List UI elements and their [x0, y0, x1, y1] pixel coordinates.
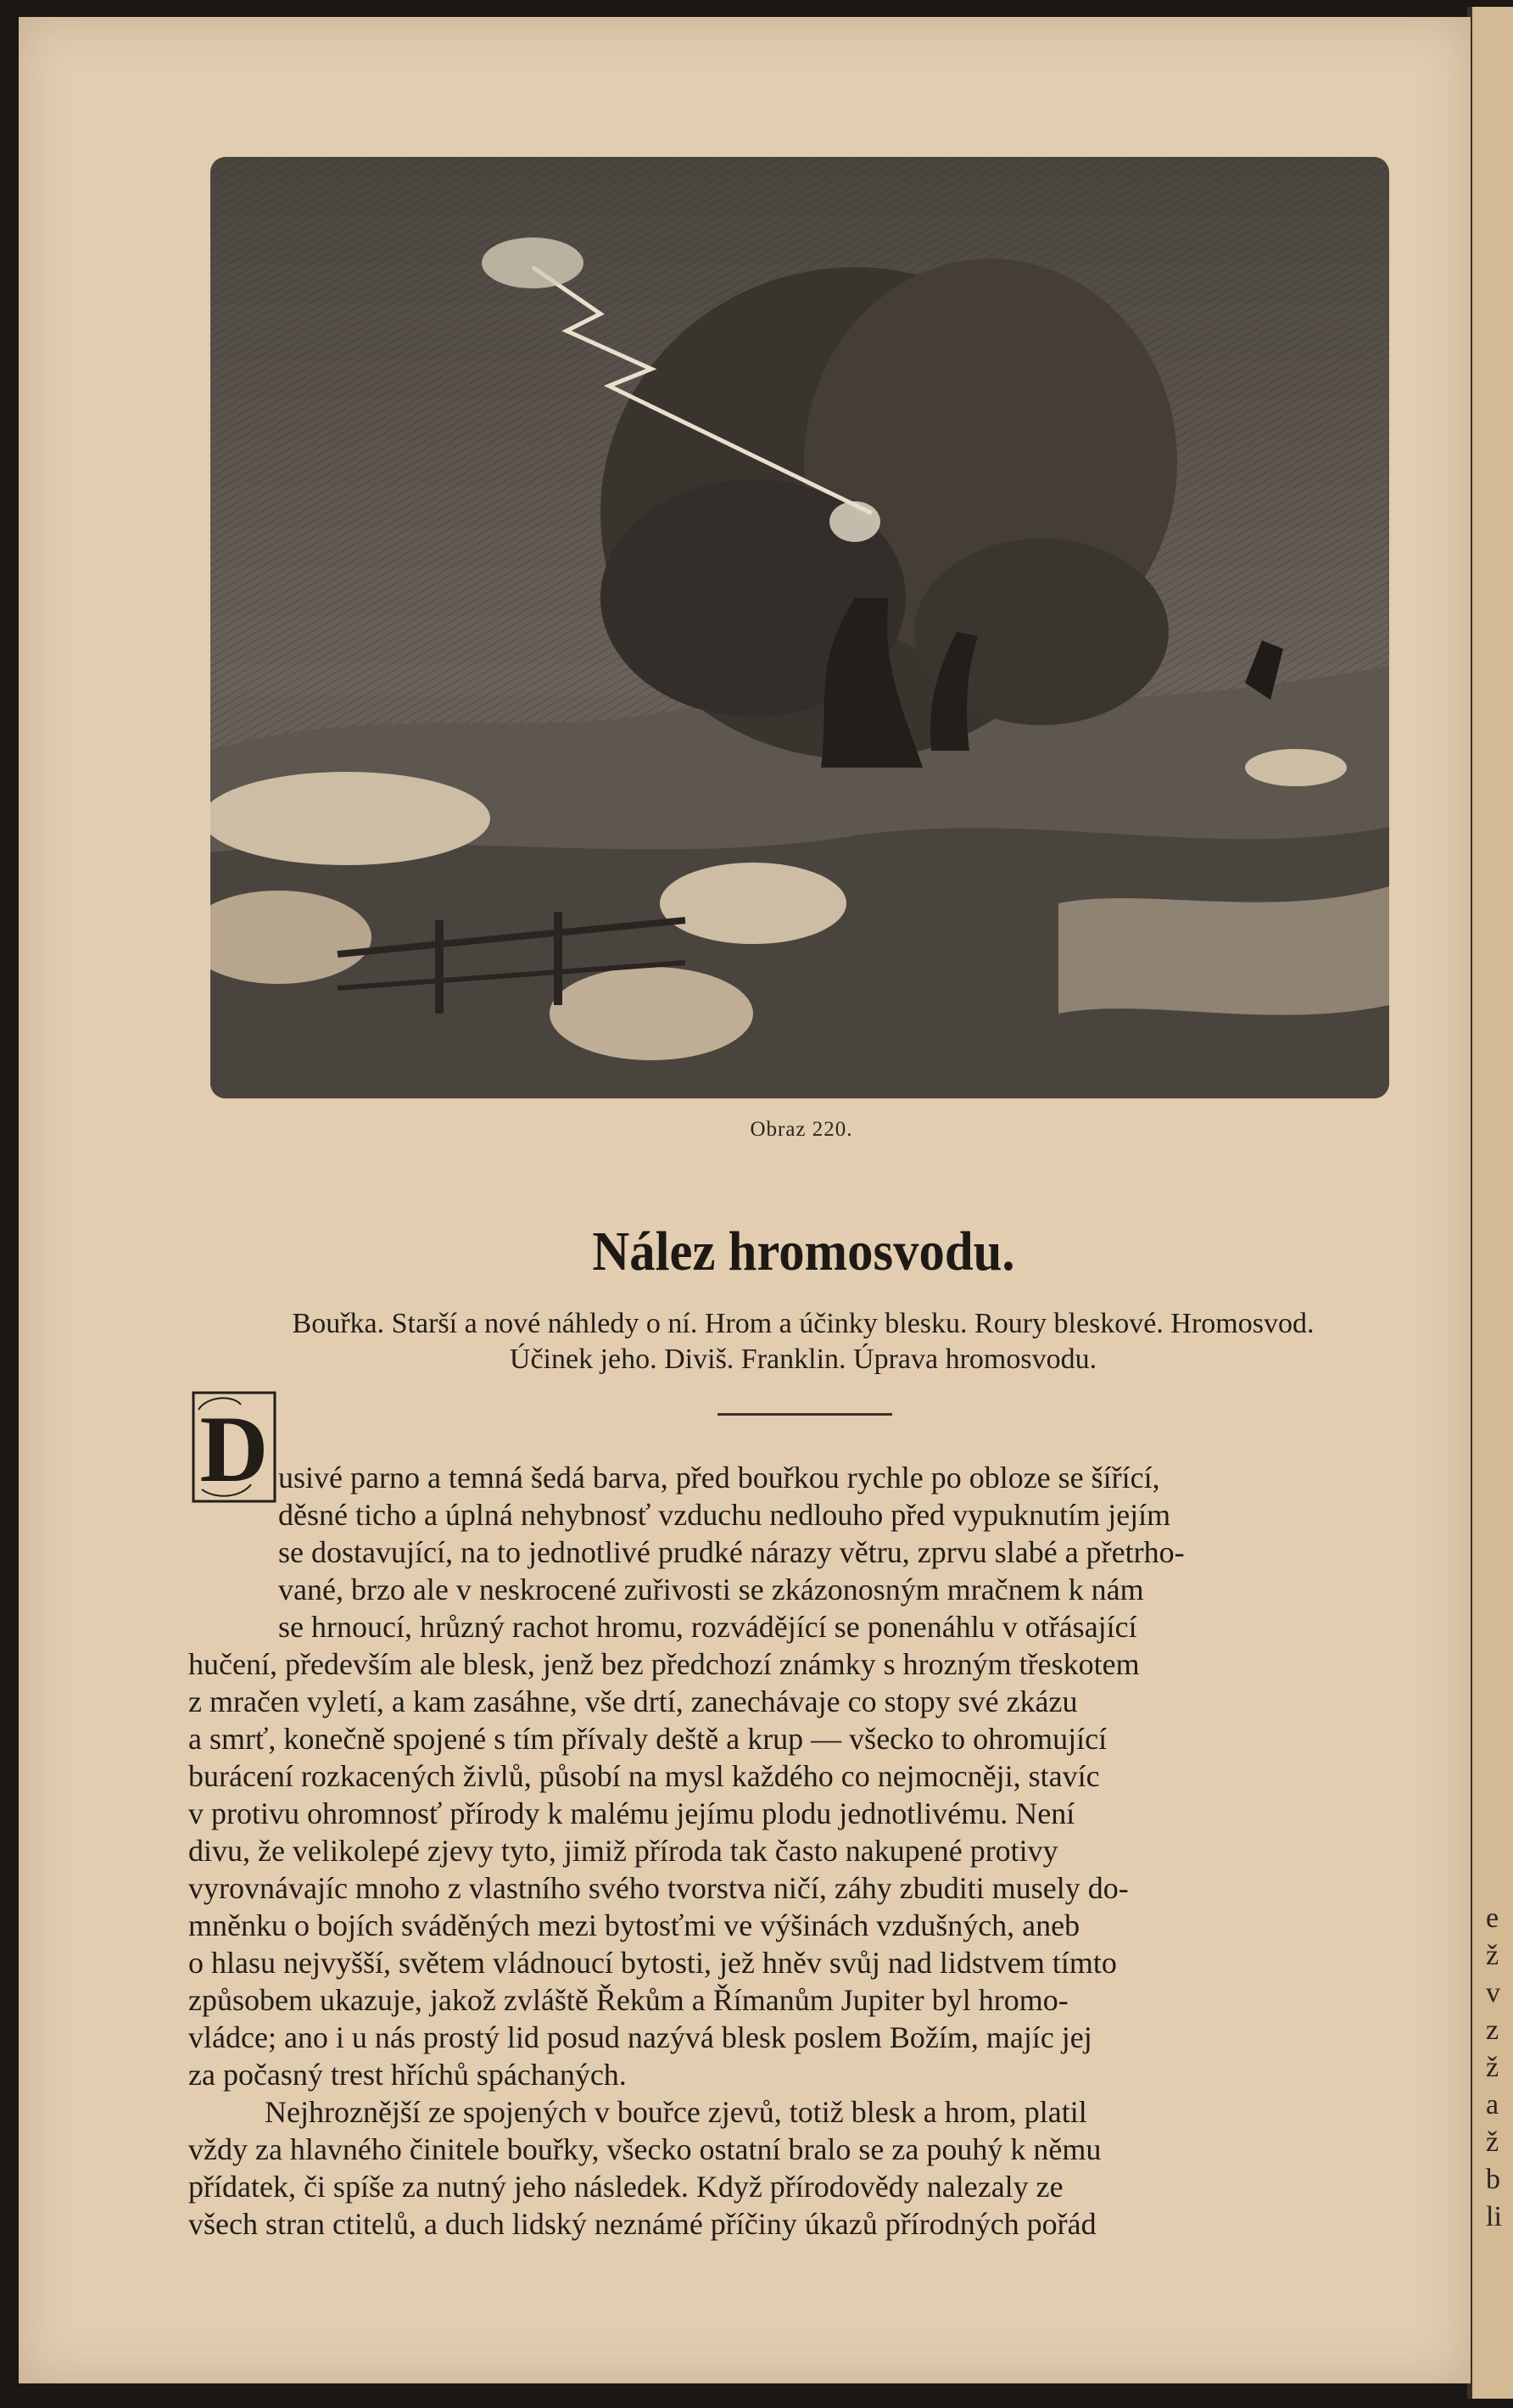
adjacent-page-letter: li: [1486, 2201, 1502, 2232]
body-line: mněnku o bojích sváděných mezi bytosťmi ve výšinách vzdušných, aneb: [188, 1908, 1080, 1942]
adjacent-page-letters: [1486, 1900, 1502, 2236]
adjacent-page-letter: ž: [1486, 2126, 1499, 2158]
drop-cap: [190, 1389, 278, 1505]
divider-rule: [717, 1413, 892, 1416]
figure-caption: Obraz 220.: [750, 1118, 853, 1141]
body-line: Nejhroznější ze spojených v bouřce zjevů, totiž blesk a hrom, platil: [265, 2095, 1087, 2129]
body-line: všech stran ctitelů, a duch lidský neznámé příčiny úkazů přírodných pořád: [188, 2207, 1097, 2241]
body-line: se dostavující, na to jednotlivé prudké nárazy větru, zprvu slabé a přetrho-: [278, 1535, 1185, 1569]
body-line: vyrovnávajíc mnoho z vlastního svého tvorstva ničí, záhy zbuditi musely do-: [188, 1871, 1129, 1905]
body-line: způsobem ukazuje, jakož zvláště Řekům a Římanům Jupiter byl hromo-: [188, 1983, 1069, 2017]
body-line: vždy za hlavného činitele bouřky, všecko ostatní bralo se za pouhý k němu: [188, 2132, 1102, 2166]
drop-cap-letter: D: [199, 1397, 269, 1502]
body-line: o hlasu nejvyšší, světem vládnoucí bytosti, jež hněv svůj nad lidstvem tímto: [188, 1946, 1117, 1980]
summary-line: Bouřka. Starší a nové náhledy o ní. Hrom a účinky blesku. Roury bleskové. Hromosvod.: [292, 1308, 1315, 1339]
body-line: z mračen vyletí, a kam zasáhne, vše drtí, zanechávaje co stopy své zkázu: [188, 1684, 1078, 1718]
body-line: za počasný trest hříchů spáchaných.: [188, 2058, 627, 2092]
body-line: přídatek, či spíše za nutný jeho následek. Když přírodovědy nalezaly ze: [188, 2170, 1064, 2204]
adjacent-page-letter: ž: [1486, 1940, 1499, 1971]
storm-engraving: [210, 157, 1389, 1098]
body-line: burácení rozkacených živlů, působí na mysl každého co nejmocněji, stavíc: [188, 1759, 1100, 1793]
summary-line: Účinek jeho. Diviš. Franklin. Úprava hromosvodu.: [509, 1344, 1097, 1375]
adjacent-page-letter: e: [1486, 1902, 1499, 1934]
adjacent-page-letter: v: [1486, 1977, 1500, 2009]
article-title: Nález hromosvodu.: [592, 1221, 1015, 1282]
body-line: usivé parno a temná šedá barva, před bouřkou rychle po obloze se šířící,: [278, 1461, 1160, 1495]
adjacent-page-letter: ž: [1486, 2052, 1499, 2083]
storm-engraving-svg: [210, 157, 1389, 1098]
adjacent-page-letter: a: [1486, 2089, 1499, 2120]
body-line: a smrť, konečně spojené s tím přívaly deště a krup — všecko to ohromující: [188, 1722, 1108, 1756]
body-line: děsné ticho a úplná nehybnosť vzduchu nedlouho před vypuknutím jejím: [278, 1498, 1171, 1532]
article-summary: [188, 1306, 1418, 1377]
body-line: v protivu ohromnosť přírody k malému jejímu plodu jednotlivému. Není: [188, 1796, 1075, 1830]
body-line: divu, že velikolepé zjevy tyto, jimiž příroda tak často nakupené protivy: [188, 1834, 1058, 1868]
body-line: vané, brzo ale v neskrocené zuřivosti se zkázonosným mračnem k nám: [278, 1573, 1144, 1606]
body-line: se hrnoucí, hrůzný rachot hromu, rozvádějící se ponenáhlu v otřásající: [278, 1610, 1137, 1644]
body-line: hučení, především ale blesk, jenž bez předchozí známky s hrozným třeskotem: [188, 1647, 1140, 1681]
adjacent-page-letter: b: [1486, 2164, 1500, 2195]
body-line: vládce; ano i u nás prostý lid posud nazývá blesk poslem Božím, majíc jej: [188, 2020, 1092, 2054]
adjacent-page-letter: z: [1486, 2014, 1499, 2046]
